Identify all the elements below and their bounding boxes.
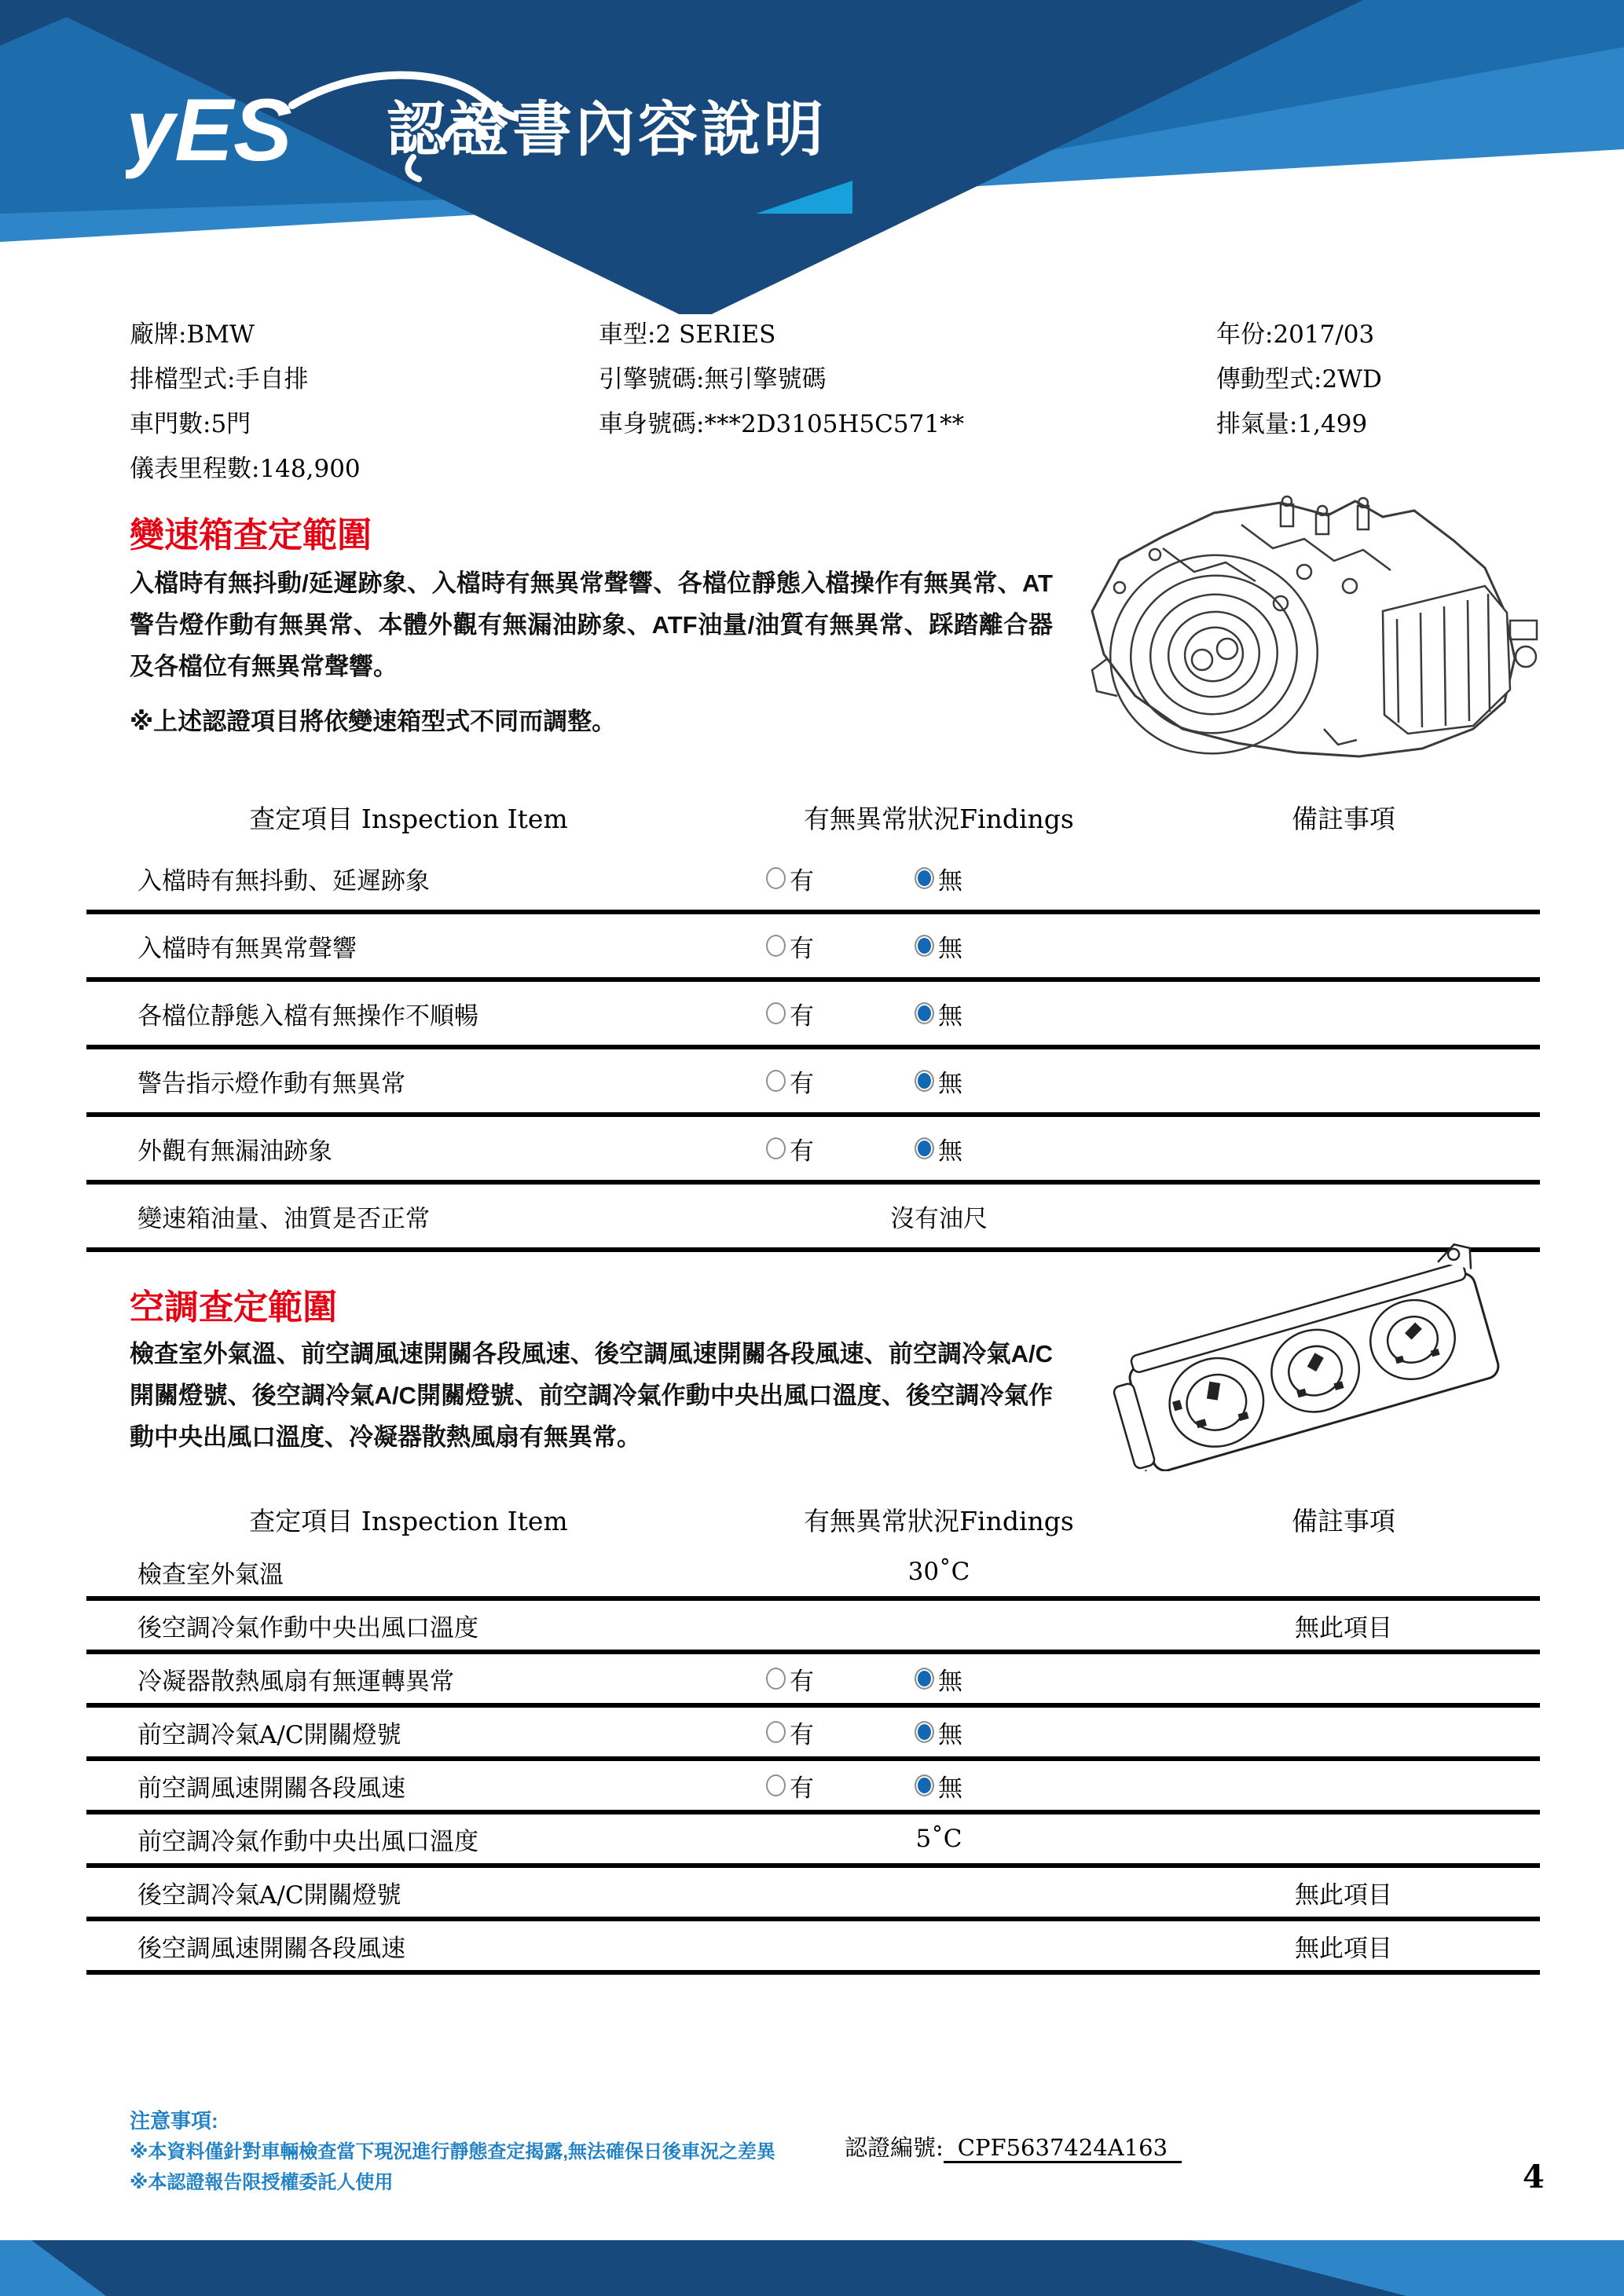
doors-value: 5門 <box>211 410 251 438</box>
logo-text: yES <box>126 81 292 179</box>
ac-section-description: 檢查室外氣溫、前空調風速開關各段風速、後空調風速開關各段風速、前空調冷氣A/C開關燈號、後空調冷氣A/C開關燈號、前空調冷氣作動中央出風口溫度、後空調冷氣作動中央出風口溫度、冷凝器散熱風扇有無異常。 <box>130 1340 1053 1451</box>
gearbox-type-value: 手自排 <box>235 365 309 394</box>
certificate-number-label: 認證編號: <box>845 2134 944 2161</box>
table-row <box>86 1601 1540 1654</box>
inspection-item: 外觀有無漏油跡象 <box>137 1137 332 1166</box>
page-title: 認證書內容說明 <box>387 97 827 163</box>
radio-yes-label: 有 <box>790 1002 814 1031</box>
finding-text: 5˚C <box>915 1825 962 1853</box>
radio-no[interactable] <box>915 1137 934 1159</box>
table-row <box>86 1761 1540 1814</box>
radio-no[interactable] <box>915 1668 934 1690</box>
model-value: 2 SERIES <box>655 320 776 349</box>
inspection-item: 冷凝器散熱風扇有無運轉異常 <box>137 1667 454 1696</box>
radio-no-label: 無 <box>938 1667 962 1696</box>
radio-no-label: 無 <box>938 866 962 895</box>
radio-no[interactable] <box>915 1002 934 1024</box>
transmission-illustration <box>1045 493 1540 764</box>
transmission-section-description: 入檔時有無抖動/延遲跡象、入檔時有無異常聲響、各檔位靜態入檔操作有無異常、AT警告燈作動有無異常、本體外觀有無漏油跡象、ATF油量/油質有無異常、踩踏離合器及各檔位有無異常聲響。 <box>130 569 1053 680</box>
table-row <box>86 1117 1540 1185</box>
table-row <box>86 1049 1540 1117</box>
notice-block <box>130 2105 775 2198</box>
transmission-table-header <box>86 787 1540 847</box>
page-number: 4 <box>1523 2159 1545 2195</box>
radio-no[interactable] <box>915 1070 934 1092</box>
year-label: 年份: <box>1216 320 1274 349</box>
radio-no[interactable] <box>915 935 934 957</box>
displacement-label: 排氣量: <box>1216 410 1298 438</box>
ac-table-header <box>86 1491 1540 1547</box>
radio-no[interactable] <box>915 1721 934 1743</box>
mileage-label: 儀表里程數: <box>130 455 260 483</box>
inspection-item: 前空調風速開關各段風速 <box>137 1774 405 1803</box>
footer-banner <box>0 2240 1624 2296</box>
radio-yes[interactable] <box>766 867 786 889</box>
col-header-item: 查定項目 Inspection Item <box>249 803 568 834</box>
brand-label: 廠牌: <box>130 320 187 349</box>
radio-yes-label: 有 <box>790 1774 814 1803</box>
notice-line-1: ※本資料僅針對車輛檢查當下現況進行靜態查定揭露,無法確保日後車況之差異 <box>130 2141 775 2162</box>
radio-yes-label: 有 <box>790 1667 814 1696</box>
table-row <box>86 914 1540 982</box>
table-row <box>86 1708 1540 1761</box>
radio-yes[interactable] <box>766 1137 786 1159</box>
inspection-item: 後空調冷氣A/C開關燈號 <box>137 1880 401 1910</box>
notice-line-2: ※本認證報告限授權委託人使用 <box>130 2172 394 2193</box>
remark-text: 無此項目 <box>1295 1934 1392 1963</box>
engine-no-label: 引擎號碼: <box>599 365 705 394</box>
transmission-section-note: ※上述認證項目將依變速箱型式不同而調整。 <box>130 708 617 735</box>
radio-yes-label: 有 <box>790 934 814 963</box>
radio-no-label: 無 <box>938 934 962 963</box>
radio-no[interactable] <box>915 867 934 889</box>
ac-section-title: 空調查定範圍 <box>130 1288 337 1327</box>
radio-yes[interactable] <box>766 1002 786 1024</box>
col-header-remark: 備註事項 <box>1292 1505 1395 1536</box>
radio-yes[interactable] <box>766 1774 786 1796</box>
col-header-findings: 有無異常狀況Findings <box>804 1505 1074 1536</box>
radio-yes[interactable] <box>766 1668 786 1690</box>
table-row <box>86 1868 1540 1921</box>
inspection-item: 前空調冷氣A/C開關燈號 <box>137 1720 401 1749</box>
certificate-number-line <box>845 2130 1182 2162</box>
radio-yes-label: 有 <box>790 866 814 895</box>
mileage-value: 148,900 <box>259 455 361 483</box>
vin-value: ***2D3105H5C571** <box>704 410 965 438</box>
col-header-remark: 備註事項 <box>1292 803 1395 834</box>
col-header-findings: 有無異常狀況Findings <box>804 803 1074 834</box>
vehicle-info-col2 <box>599 313 964 447</box>
col-header-item: 查定項目 Inspection Item <box>249 1505 568 1536</box>
ac-panel-illustration <box>1092 1200 1532 1471</box>
radio-yes[interactable] <box>766 1070 786 1092</box>
displacement-value: 1,499 <box>1297 410 1368 438</box>
notice-title: 注意事項: <box>130 2109 218 2133</box>
radio-no-label: 無 <box>938 1774 962 1803</box>
inspection-item: 入檔時有無抖動、延遲跡象 <box>137 866 430 895</box>
table-row <box>86 982 1540 1049</box>
transmission-table <box>86 787 1540 1252</box>
radio-yes-label: 有 <box>790 1069 814 1098</box>
inspection-item: 前空調冷氣作動中央出風口溫度 <box>137 1827 478 1856</box>
remark-text: 無此項目 <box>1295 1613 1392 1642</box>
brand-value: BMW <box>186 320 255 349</box>
inspection-item: 後空調冷氣作動中央出風口溫度 <box>137 1613 478 1642</box>
inspection-item: 後空調風速開關各段風速 <box>137 1934 405 1963</box>
table-row <box>86 1921 1540 1975</box>
inspection-item: 警告指示燈作動有無異常 <box>137 1069 405 1098</box>
radio-no[interactable] <box>915 1774 934 1796</box>
table-row <box>86 1814 1540 1868</box>
radio-no-label: 無 <box>938 1002 962 1031</box>
radio-no-label: 無 <box>938 1720 962 1749</box>
doors-label: 車門數: <box>130 410 211 438</box>
inspection-item: 檢查室外氣溫 <box>137 1560 284 1589</box>
inspection-item: 變速箱油量、油質是否正常 <box>137 1204 430 1233</box>
engine-no-value: 無引擎號碼 <box>704 365 827 394</box>
certificate-number-value: CPF5637424A163 <box>944 2134 1182 2163</box>
table-row <box>86 1547 1540 1601</box>
vehicle-info-col3 <box>1216 313 1382 447</box>
vin-label: 車身號碼: <box>599 410 705 438</box>
remark-text: 無此項目 <box>1295 1880 1392 1910</box>
table-row <box>86 847 1540 914</box>
ac-table <box>86 1491 1540 1975</box>
gearbox-type-label: 排檔型式: <box>130 365 236 394</box>
inspection-item: 入檔時有無異常聲響 <box>137 934 357 963</box>
model-label: 車型: <box>599 320 656 349</box>
finding-text: 30˚C <box>907 1558 970 1586</box>
radio-yes-label: 有 <box>790 1720 814 1749</box>
radio-yes-label: 有 <box>790 1137 814 1166</box>
radio-no-label: 無 <box>938 1069 962 1098</box>
radio-yes[interactable] <box>766 1721 786 1743</box>
year-value: 2017/03 <box>1273 320 1375 349</box>
vehicle-info-col1 <box>130 313 361 492</box>
radio-yes[interactable] <box>766 935 786 957</box>
drivetrain-label: 傳動型式: <box>1216 365 1322 394</box>
finding-text: 沒有油尺 <box>890 1204 988 1233</box>
radio-no-label: 無 <box>938 1137 962 1166</box>
transmission-section-title: 變速箱查定範圍 <box>130 516 372 555</box>
table-row <box>86 1654 1540 1708</box>
inspection-item: 各檔位靜態入檔有無操作不順暢 <box>137 1002 478 1031</box>
drivetrain-value: 2WD <box>1322 365 1382 394</box>
